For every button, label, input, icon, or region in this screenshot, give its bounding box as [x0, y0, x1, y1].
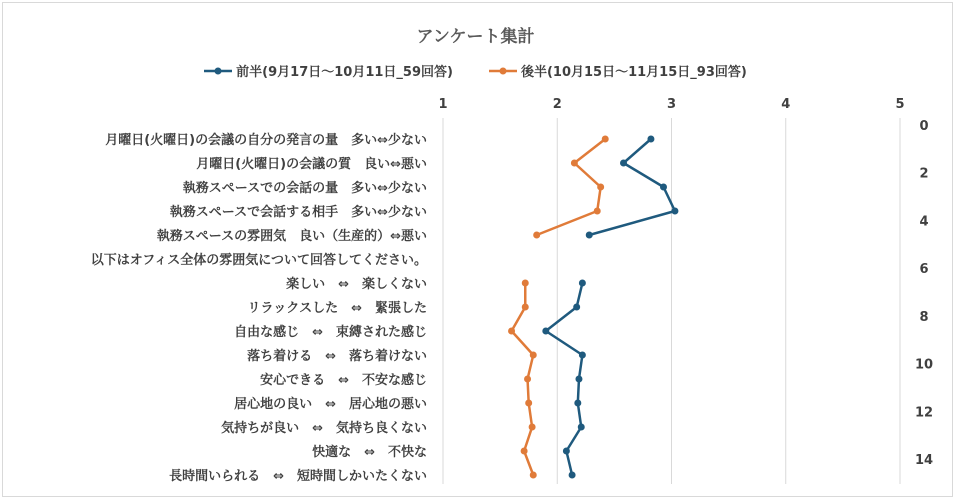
series-line-1	[537, 139, 606, 235]
chart-title: アンケート集計	[416, 27, 535, 47]
series-1-point	[529, 424, 536, 431]
series-0-point	[647, 136, 654, 143]
series-0-point	[542, 328, 549, 335]
category-label: 執務スペースの雰囲気 良い（生産的）⇔悪い	[156, 229, 427, 244]
y-tick-label: 10	[914, 357, 934, 373]
category-label: 居心地の良い ⇔ 居心地の悪い	[234, 397, 427, 412]
x-tick-label: 5	[895, 97, 905, 112]
category-label: 安心できる ⇔ 不安な感じ	[260, 373, 427, 388]
y-tick-label: 4	[919, 214, 929, 230]
series-0-point	[579, 352, 586, 359]
series-1-point	[597, 184, 604, 191]
category-label: リラックスした ⇔ 緊張した	[247, 301, 427, 316]
x-tick-label: 4	[781, 97, 791, 112]
series-0-point	[578, 424, 585, 431]
category-label: 以下はオフィス全体の雰囲気について回答してください。	[90, 253, 427, 268]
series-0-point	[575, 376, 582, 383]
category-label: 月曜日(火曜日)の会議の質 良い⇔悪い	[196, 157, 427, 172]
category-label: 落ち着ける ⇔ 落ち着けない	[247, 349, 427, 364]
series-1-point	[571, 160, 578, 167]
category-label: 快適な ⇔ 不快な	[312, 445, 427, 460]
series-0-point	[574, 400, 581, 407]
y-tick-label: 14	[914, 453, 934, 468]
series-1-point	[508, 328, 515, 335]
series-1-point	[521, 448, 528, 455]
category-label: 執務スペースでの会話の量 多い⇔少ない	[182, 181, 427, 196]
series-1-point	[594, 208, 601, 215]
x-tick-label: 3	[666, 97, 677, 112]
series-0-point	[569, 472, 576, 479]
series-0-point	[563, 448, 570, 455]
category-label: 長時間いられる ⇔ 短時間しかいたくない	[169, 469, 427, 484]
y-tick-label: 2	[919, 166, 929, 182]
series-1-point	[524, 376, 531, 383]
category-label: 執務スペースで会話する相手 多い⇔少ない	[169, 205, 427, 220]
series-1-point	[530, 472, 537, 479]
x-tick-label: 2	[552, 97, 562, 112]
series-1-point	[602, 136, 609, 143]
series-1-point	[522, 304, 529, 311]
y-tick-label: 12	[914, 405, 934, 421]
series-1-point	[525, 400, 532, 407]
series-1-point	[530, 352, 537, 359]
series-0-point	[579, 280, 586, 287]
category-label: 月曜日(火曜日)の会議の自分の発言の量 多い⇔少ない	[105, 133, 427, 148]
y-tick-label: 0	[919, 119, 929, 134]
category-label: 楽しい ⇔ 楽しくない	[286, 277, 427, 292]
series-0-point	[660, 184, 667, 191]
y-tick-label: 8	[919, 309, 929, 325]
category-label: 自由な感じ ⇔ 束縛された感じ	[234, 325, 427, 340]
series-1-point	[522, 280, 529, 287]
series-0-point	[573, 304, 580, 311]
series-1-point	[533, 232, 540, 239]
category-label: 気持ちが良い ⇔ 気持ち良くない	[221, 421, 427, 436]
legend-label-second-half: 後半(10月15日～11月15日_93回答)	[520, 65, 747, 80]
series-0-point	[586, 232, 593, 239]
y-tick-label: 6	[919, 262, 929, 278]
series-0-point	[671, 208, 678, 215]
x-tick-label: 1	[438, 97, 448, 112]
series-0-point	[620, 160, 627, 167]
legend-label-first-half: 前半(9月17日～10月11日_59回答)	[236, 65, 453, 80]
